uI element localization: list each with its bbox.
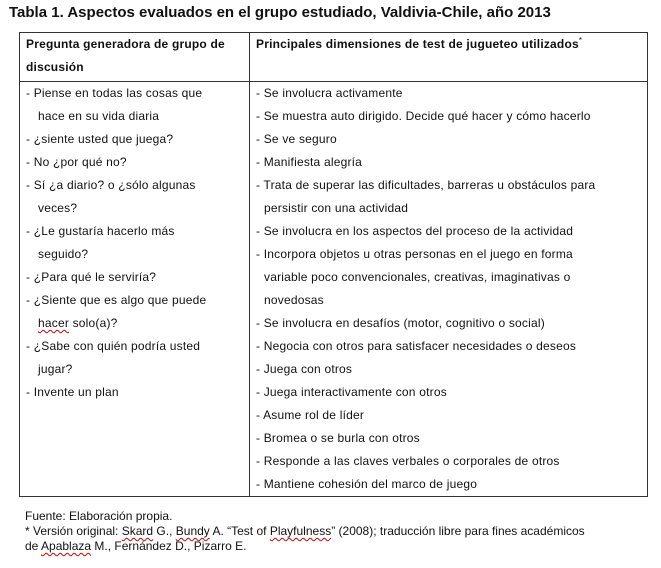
col2-item-13: - Responde a las claves verbales o corporales de otros xyxy=(256,454,560,468)
col1-item-3-line-1: veces? xyxy=(38,201,78,215)
col1-item-0: - Piense en todas las cosas que xyxy=(26,86,203,100)
aspects-table xyxy=(19,32,648,497)
col1-item-4-line-1: seguido? xyxy=(38,247,89,261)
col1-item-7-line-1: jugar? xyxy=(38,362,73,376)
footer-note-text: * Versión original: xyxy=(25,524,122,538)
col1-item-7: - ¿Sabe con quién podría usted xyxy=(26,339,201,353)
footer-note-text: ” (2008); traducción libre para fines académicos xyxy=(331,524,585,538)
col2-item-2: - Se ve seguro xyxy=(256,132,337,146)
spellcheck-word: Skard xyxy=(121,524,154,538)
col2-item-14: - Mantiene cohesión del marco de juego xyxy=(256,477,478,491)
spellcheck-word: hacer xyxy=(38,316,70,330)
col1-item-4: - ¿Le gustaría hacerlo más xyxy=(26,224,175,238)
col2-item-7: - Se involucra en desafíos (motor, cognitivo o social) xyxy=(256,316,545,330)
col2-header xyxy=(250,33,648,82)
table-title: Tabla 1. Aspectos evaluados en el grupo estudiado, Valdivia-Chile, año 2013 xyxy=(9,4,551,21)
col1-item-6: - ¿Siente que es algo que puede xyxy=(26,293,207,307)
col2-item-4-line-1: persistir con una actividad xyxy=(264,201,409,215)
spellcheck-word: Bundy xyxy=(175,524,210,538)
footer-note-text: A. “Test of xyxy=(209,524,270,538)
footer-note-text: M., Fernández D., Pizarro E. xyxy=(91,539,247,553)
col1-cell xyxy=(20,82,250,497)
col2-item-12: - Bromea o se burla con otros xyxy=(256,431,420,445)
footer-note-text: G., xyxy=(153,524,176,538)
col2-item-0: - Se involucra activamente xyxy=(256,86,403,100)
table-header-row xyxy=(20,33,648,82)
footer-note-text: de xyxy=(25,539,42,553)
col2-item-1: - Se muestra auto dirigido. Decide qué hacer y cómo hacerlo xyxy=(256,109,591,123)
col1-item-2: - No ¿por qué no? xyxy=(26,155,127,169)
col2-item-11: - Asume rol de líder xyxy=(256,408,365,422)
col1-item-6-line-1 xyxy=(26,312,243,335)
spellcheck-word: Apablaza xyxy=(41,539,92,553)
footer-source: Fuente: Elaboración propia. xyxy=(25,509,173,523)
footer-note-line2 xyxy=(25,539,585,554)
col2-header-text: Principales dimensiones de test de jugueteo utilizados xyxy=(256,37,579,51)
col1-header-text: Pregunta generadora de grupo de discusión xyxy=(26,37,225,74)
footer-note-line1 xyxy=(25,524,585,539)
table-footer xyxy=(25,509,585,554)
col2-item-4: - Trata de superar las dificultades, barreras u obstáculos para xyxy=(256,178,596,192)
col1-item-5: - ¿Para qué le serviría? xyxy=(26,270,157,284)
table-body-row xyxy=(20,82,648,497)
col1-item-0-line-1: hace en su vida diaria xyxy=(38,109,160,123)
col1-item-3: - Sí ¿a diario? o ¿sólo algunas xyxy=(26,178,196,192)
col2-cell xyxy=(250,82,648,497)
col1-item-8: - Invente un plan xyxy=(26,385,119,399)
spellcheck-word: Playfulness xyxy=(269,524,332,538)
col2-item-9: - Juega con otros xyxy=(256,362,353,376)
col2-item-6-line-1: variable poco convencionales, creativas, imaginativas o xyxy=(264,270,571,284)
col2-item-5: - Se involucra en los aspectos del proceso de la actividad xyxy=(256,224,574,238)
col1-header xyxy=(20,33,250,82)
col2-item-10: - Juega interactivamente con otros xyxy=(256,385,447,399)
col2-item-6: - Incorpora objetos u otras personas en el juego en forma xyxy=(256,247,573,261)
col1-item-text: solo(a)? xyxy=(69,316,118,330)
col2-header-asterisk: * xyxy=(578,36,583,45)
col2-item-3: - Manifiesta alegría xyxy=(256,155,363,169)
col2-item-6-line-2: novedosas xyxy=(264,293,324,307)
col1-item-1: - ¿siente usted que juega? xyxy=(26,132,174,146)
col2-item-8: - Negocia con otros para satisfacer necesidades o deseos xyxy=(256,339,577,353)
